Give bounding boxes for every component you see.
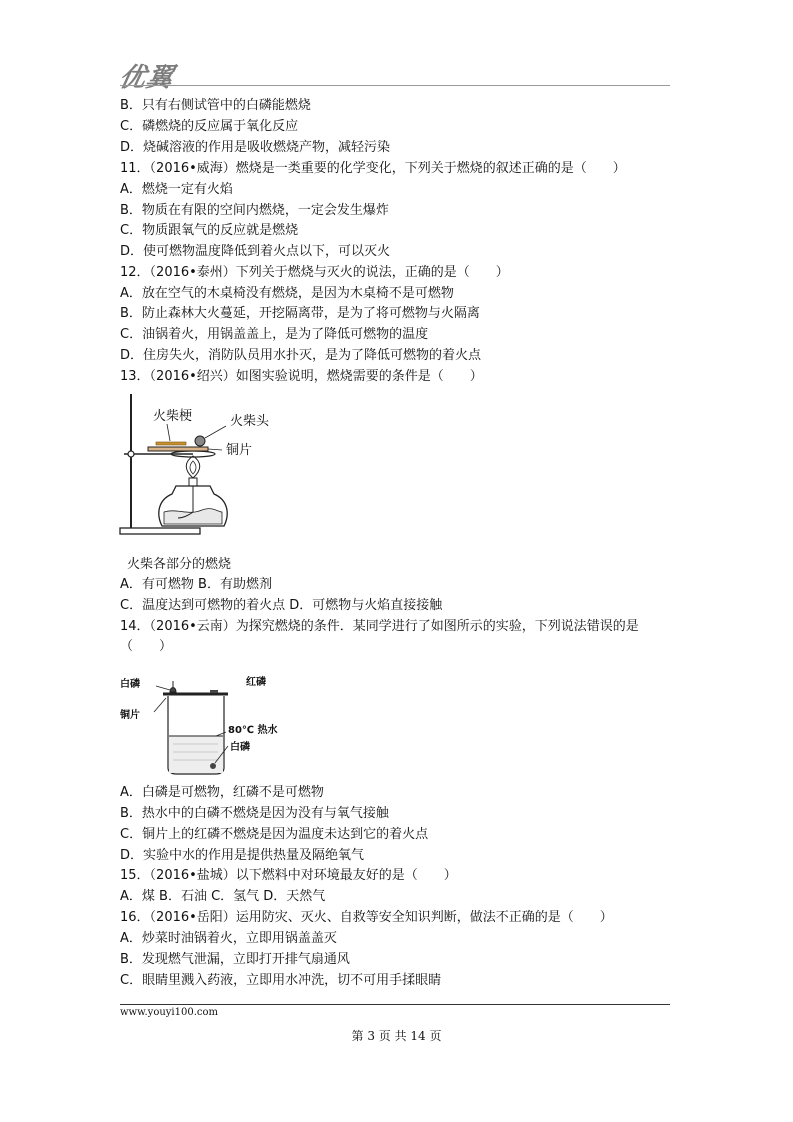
text-line: B．只有右侧试管中的白磷能燃烧 — [120, 98, 311, 113]
header-divider — [120, 85, 670, 86]
option-line: B．发现燃气泄漏，立即打开排气扇通风 — [120, 952, 350, 967]
option-line: B．热水中的白磷不燃烧是因为没有与氧气接触 — [120, 806, 389, 821]
copper-sheet — [148, 447, 208, 451]
match-burning-figure — [118, 390, 288, 550]
fig13-caption: 火柴各部分的燃烧 — [127, 557, 232, 572]
question-14-blank: （ ） — [120, 639, 173, 654]
option-line: C．温度达到可燃物的着火点 D．可燃物与火焰直接接触 — [120, 598, 443, 613]
option-line: A．燃烧一定有火焰 — [120, 182, 233, 197]
question-15: 15．（2016•盐城）以下燃料中对环境最友好的是（ ） — [120, 868, 457, 883]
option-line: D．实验中水的作用是提供热量及隔绝氧气 — [120, 848, 365, 863]
phosphorus-experiment-figure — [118, 668, 288, 778]
text-line: D．烧碱溶液的作用是吸收燃烧产物，减轻污染 — [120, 140, 391, 155]
question-11: 11．（2016•威海）燃烧是一类重要的化学变化，下列关于燃烧的叙述正确的是（ ） — [120, 161, 626, 176]
label-copper: 铜片 — [120, 710, 140, 721]
option-line: B．物质在有限的空间内燃烧，一定会发生爆炸 — [120, 203, 389, 218]
question-16: 16．（2016•岳阳）运用防灾、灭火、自救等安全知识判断，做法不正确的是（ ） — [120, 910, 613, 925]
option-line: A．炒菜时油锅着火，立即用锅盖盖灭 — [120, 931, 337, 946]
label-hot-water: 80℃ 热水 — [228, 725, 278, 736]
option-line: C．油锅着火，用锅盖盖上，是为了降低可燃物的温度 — [120, 327, 429, 342]
page-number: 第 3 页 共 14 页 — [351, 1029, 442, 1043]
question-13: 13．（2016•绍兴）如图实验说明，燃烧需要的条件是（ ） — [120, 369, 483, 384]
option-line: C．铜片上的红磷不燃烧是因为温度未达到它的着火点 — [120, 827, 429, 842]
option-line: D．使可燃物温度降低到着火点以下，可以灭火 — [120, 244, 391, 259]
label-red-phosphorus: 红磷 — [246, 677, 266, 688]
text-line: C．磷燃烧的反应属于氧化反应 — [120, 119, 299, 134]
label-copper: 铜片 — [226, 443, 253, 458]
white-phosphorus-top — [170, 688, 176, 693]
label-white-phosphorus-top: 白磷 — [120, 679, 140, 690]
option-line: A．有可燃物 B．有助燃剂 — [120, 577, 272, 592]
question-12: 12．（2016•泰州）下列关于燃烧与灭火的说法，正确的是（ ） — [120, 265, 509, 280]
option-line: C．物质跟氧气的反应就是燃烧 — [120, 223, 299, 238]
label-white-phosphorus-bottom: 白磷 — [230, 742, 250, 753]
option-line: C．眼睛里溅入药液，立即用水冲洗，切不可用手揉眼睛 — [120, 973, 442, 988]
footer-url[interactable]: www.youyi100.com — [120, 1007, 218, 1018]
stand-base — [120, 528, 200, 534]
option-line: A．煤 B．石油 C．氢气 D．天然气 — [120, 889, 326, 904]
option-line: A．白磷是可燃物，红磷不是可燃物 — [120, 785, 324, 800]
logo: 优翼 — [116, 63, 177, 93]
match-stick — [156, 442, 186, 445]
white-phosphorus-bottom — [210, 763, 216, 769]
match-head — [195, 436, 205, 446]
footer-divider — [120, 1004, 670, 1005]
label-match-head: 火柴头 — [230, 414, 270, 429]
option-line: B．防止森林大火蔓延，开挖隔离带，是为了将可燃物与火隔离 — [120, 306, 480, 321]
flame — [186, 456, 200, 478]
option-line: A．放在空气的木桌椅没有燃烧，是因为木桌椅不是可燃物 — [120, 286, 454, 301]
red-phosphorus — [210, 690, 218, 693]
question-14: 14．（2016•云南）为探究燃烧的条件．某同学进行了如图所示的实验，下列说法错误的是 — [120, 619, 639, 634]
label-match-stick: 火柴梗 — [153, 409, 193, 424]
option-line: D．住房失火，消防队员用水扑灭，是为了降低可燃物的着火点 — [120, 348, 482, 363]
